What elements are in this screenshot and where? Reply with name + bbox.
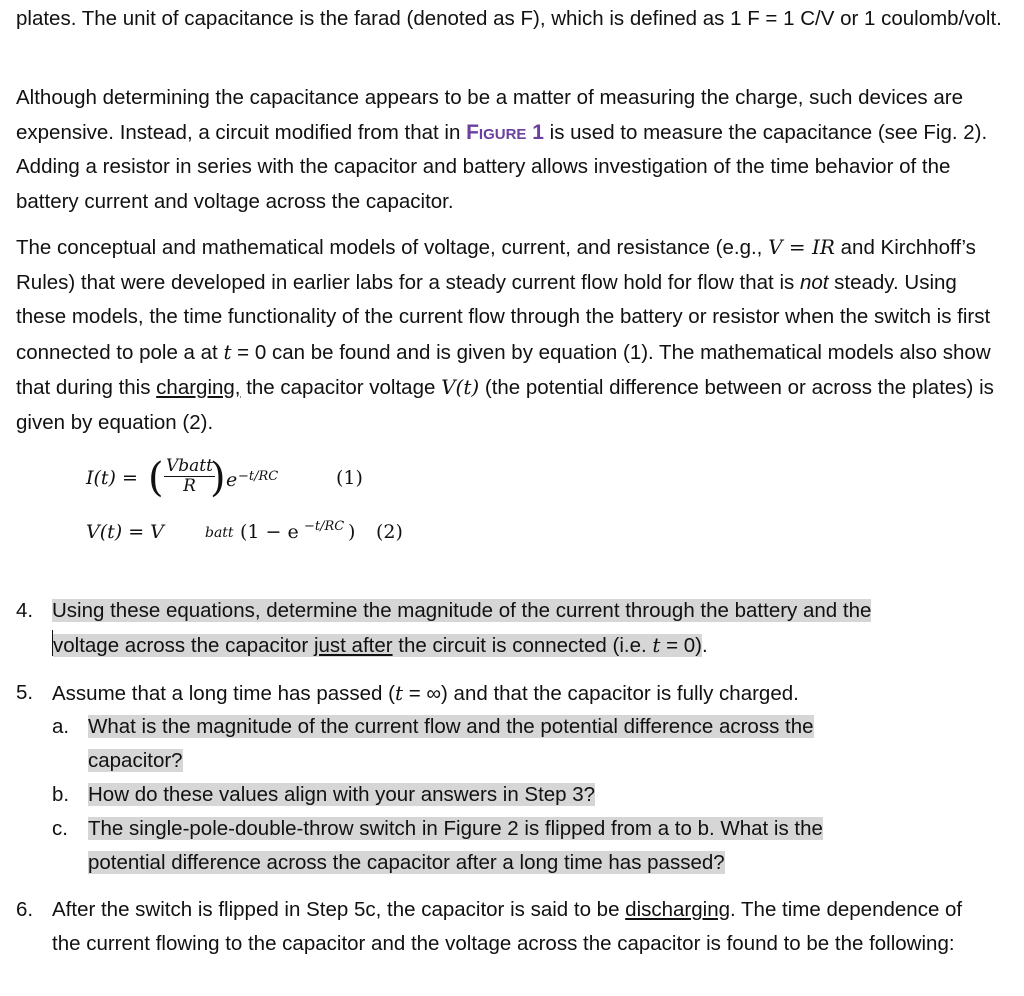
question-5a-letter: a. [52, 715, 70, 738]
models-paragraph [16, 230, 1006, 440]
para3-s5: the capacitor voltage [240, 376, 442, 399]
para3-s4: = 0 can be found and is given by equation (1). The mathematical models also show that during this [16, 340, 991, 399]
question-4-body [52, 594, 972, 663]
q5c-line2: potential difference across the capacitor after a long time has passed? [88, 851, 725, 874]
question-4-line2 [52, 628, 972, 663]
not-emphasis: not [799, 270, 829, 294]
question-5c-letter: c. [52, 817, 68, 840]
eq1-close-paren: ) [210, 455, 226, 501]
eq1-label: (1) [336, 467, 363, 489]
q6-text-b: . The time dependence of the current flowing to the capacitor and the voltage across the capacitor is found to be the following: [52, 898, 963, 955]
time-var: t [223, 339, 232, 364]
q4-l2c: = 0) [660, 634, 703, 657]
q4-l2end: . [702, 634, 708, 657]
para3-s1: The conceptual and mathematical models of voltage, current, and resistance (e.g., [16, 236, 769, 259]
capacitance-paragraph [16, 81, 1006, 219]
eq2-paren-open: (1 − e [240, 521, 299, 543]
question-6-number: 6. [16, 898, 34, 921]
question-5-number: 5. [16, 681, 34, 704]
q6-discharging: discharging [625, 898, 731, 921]
eq2-exponent: −t/RC [304, 519, 345, 534]
q4-l2b: the circuit is connected (i.e. [392, 634, 653, 657]
para2-text-after: is used to measure the capacitance (see Fig. 2). Adding a resistor in series with the capacitor and battery allows investigation of the time behavior of the battery current and voltage across the capacitor. [16, 120, 988, 213]
intro-text: plates. The unit of capacitance is the farad (denoted as F), which is defined as 1 F = 1 C/V or 1 coulomb/volt. [16, 7, 1002, 30]
question-5a-text [88, 710, 918, 778]
q5a-line2: capacitor? [88, 749, 183, 772]
eq1-lhs: I(t) = [86, 467, 138, 489]
eq1-numerator: Vbatt [166, 456, 213, 476]
eq1-exponent: −t/RC [238, 469, 279, 484]
equation-2 [72, 515, 422, 551]
eq1-denominator: R [183, 476, 196, 496]
charging-term: charging, [156, 376, 241, 399]
question-5b-text [88, 778, 918, 812]
question-5c-text [88, 812, 918, 880]
question-4-line1 [52, 594, 972, 628]
figure-1-reference[interactable]: Figure 1 [466, 120, 544, 144]
intro-paragraph [16, 2, 1006, 37]
eq1-e: e [226, 469, 238, 491]
eq2-subscript: batt [205, 525, 234, 541]
question-4-line2-highlight [53, 634, 702, 657]
eq1-open-paren: ( [148, 455, 164, 501]
para3-s3: steady. Using these models, the time functionality of the current flow through the battery or resistor when the switch is first connected to pole a at [16, 270, 991, 364]
para3-s2: and Kirchhoff’s Rules) that were developed in earlier labs for a steady current flow hold for flow that is [16, 236, 976, 294]
q4-l2a: voltage across the capacitor [53, 634, 314, 657]
para2-text-before: Although determining the capacitance appears to be a matter of measuring the charge, such devices are expensive. Instead, a circuit modified from that in [16, 86, 963, 144]
q5-text-b: = ∞) and that the capacitor is fully charged. [403, 682, 799, 705]
q5-text-a: Assume that a long time has passed ( [52, 682, 395, 705]
capacitor-voltage-var: V(t) [441, 375, 480, 399]
question-5-body [52, 676, 972, 711]
equation-1 [72, 455, 372, 505]
eq2-lhs: V(t) = V [86, 521, 164, 543]
question-4-number: 4. [16, 599, 34, 622]
eq2-label: (2) [376, 521, 403, 543]
question-5b-letter: b. [52, 783, 70, 806]
eq1-fraction [164, 457, 215, 496]
question-6-body [52, 893, 972, 961]
q5-t: t [395, 681, 404, 705]
q5a-line1: What is the magnitude of the current flow and the potential difference across the [88, 715, 814, 738]
q5c-line1: The single-pole-double-throw switch in Figure 2 is flipped from a to b. What is the [88, 817, 823, 840]
para3-s6: (the potential difference between or across the plates) is given by equation (2). [16, 376, 994, 434]
ohms-law: V = IR [768, 235, 835, 259]
q4-t: t [652, 633, 661, 657]
eq2-paren-close: ) [348, 521, 356, 543]
q6-text-a: After the switch is flipped in Step 5c, the capacitor is said to be [52, 898, 626, 921]
question-4-line1-text: Using these equations, determine the magnitude of the current through the battery and the [52, 599, 872, 622]
q5b-text: How do these values align with your answers in Step 3? [88, 783, 596, 806]
q4-just-after: just after [313, 634, 393, 657]
